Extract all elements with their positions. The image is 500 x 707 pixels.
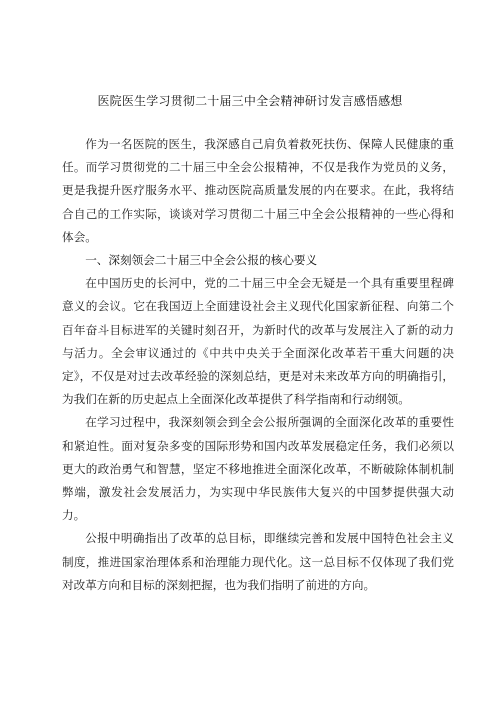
section-heading: 一、深刻领会二十届三中全会公报的核心要义: [85, 253, 318, 268]
intro-paragraph: 作为一名医院的医生，我深感自己肩负着救死扶伤、保障人民健康的重任。而学习贯彻党的二十届三中全会公报精神，不仅是我作为党员的义务，更是我提升医疗服务水平、推动医院高质量发展的内在要求。在此，我将结合自己的工作实际，谈谈对学习贯彻二十届三中全会公报精神的一些心得和体会。: [62, 137, 454, 244]
body-paragraph-2: 在学习过程中，我深刻领会到全会公报所强调的全面深化改革的重要性和紧迫性。面对复杂多变的国际形势和国内改革发展稳定任务，我们必须以更大的政治勇气和智慧，坚定不移地推进全面深化改革，不断破除体制机制弊端，激发社会发展活力，为实现中华民族伟大复兴的中国梦提供强大动力。: [62, 415, 454, 523]
body-paragraph-1: 在中国历史的长河中，党的二十届三中全会无疑是一个具有重要里程碑意义的会议。它在我国迈上全面建设社会主义现代化国家新征程、向第二个百年奋斗目标进军的关键时刻召开，为新时代的改革与发展注入了新的动力与活力。全会审议通过的《中共中央关于全面深化改革若干重大问题的决定》，不仅是对过去改革经验的深刻总结，更是对未来改革方向的明确指引，为我们在新的历史起点上全面深化改革提供了科学指南和行动纲领。: [62, 276, 454, 407]
document-body: [62, 133, 454, 597]
document-title: 医院医生学习贯彻二十届三中全会精神研讨发言感悟感想: [97, 94, 403, 108]
body-paragraph-3: 公报中明确指出了改革的总目标，即继续完善和发展中国特色社会主义制度，推进国家治理体系和治理能力现代化。这一总目标不仅体现了我们党对改革方向和目标的深刻把握，也为我们指明了前进的方向。: [62, 531, 454, 592]
